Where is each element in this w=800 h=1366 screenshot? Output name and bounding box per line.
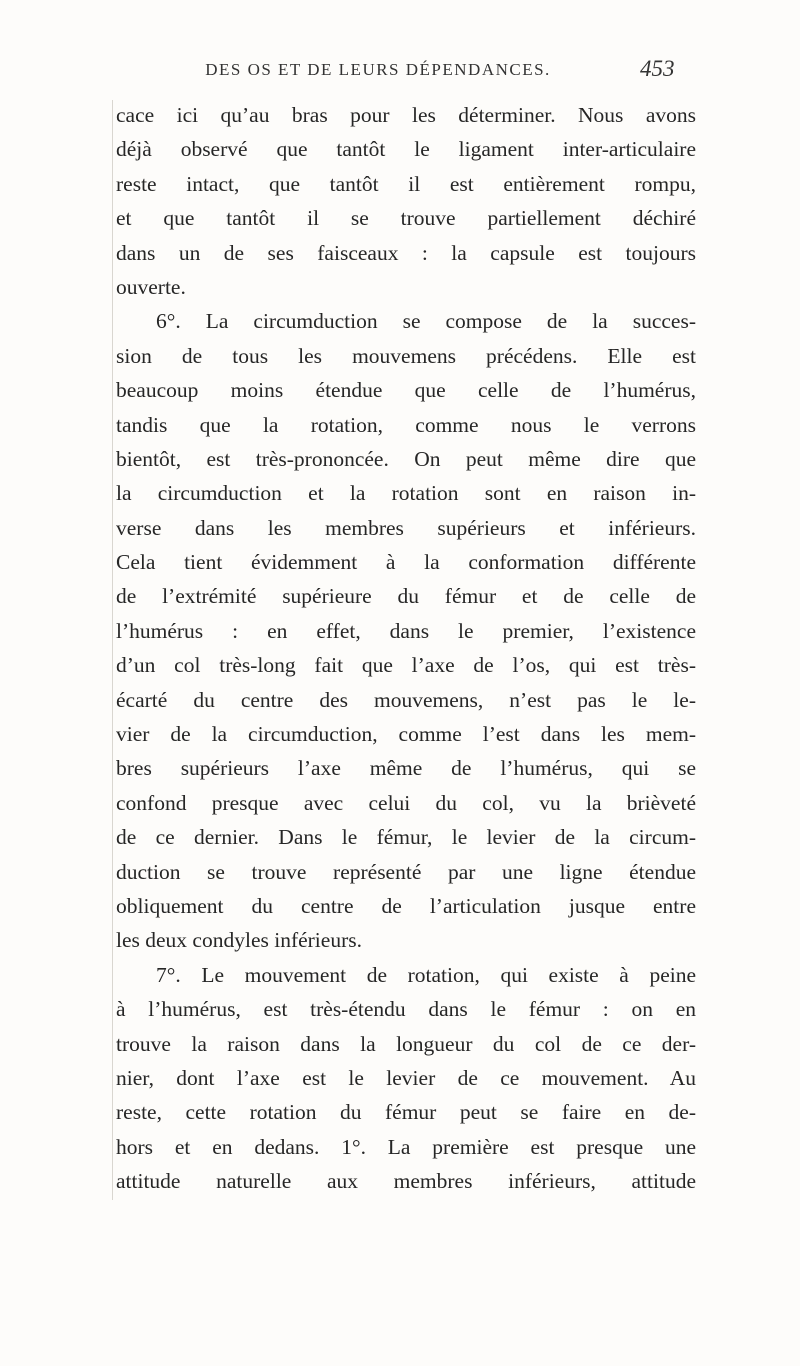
text-line: de l’extrémité supérieure du fémur et de celle de (116, 584, 696, 609)
text-line: confond presque avec celui du col, vu la brièveté (116, 790, 696, 815)
text-line: dans un de ses faisceaux : la capsule est toujours (116, 240, 696, 265)
text-line: hors et en dedans. 1°. La première est presque une (116, 1134, 696, 1159)
text-line: ouverte. (116, 274, 186, 299)
running-head: DES OS ET DE LEURS DÉPENDANCES. (205, 60, 551, 79)
text-line: reste intact, que tantôt il est entièrement rompu, (116, 171, 696, 196)
text-line: beaucoup moins étendue que celle de l’humérus, (116, 378, 696, 403)
text-line: obliquement du centre de l’articulation jusque entre (116, 893, 696, 918)
text-line: déjà observé que tantôt le ligament inter-articulaire (116, 137, 696, 162)
text-line: à l’humérus, est très-étendu dans le fémur : on en (116, 997, 696, 1022)
text-line: les deux condyles inférieurs. (116, 928, 362, 953)
text-line: et que tantôt il se trouve partiellement déchiré (116, 206, 696, 231)
text-line: bientôt, est très-prononcée. On peut même dire que (116, 446, 696, 471)
paragraph-start-line: 7°. Le mouvement de rotation, qui existe à peine (156, 962, 696, 987)
text-line: vier de la circumduction, comme l’est dans les mem- (116, 722, 696, 747)
text-line: écarté du centre des mouvemens, n’est pas le le- (116, 687, 696, 712)
text-line: trouve la raison dans la longueur du col de ce der- (116, 1031, 696, 1056)
paragraph-start-line: 6°. La circumduction se compose de la succes- (156, 309, 696, 334)
body-text (116, 98, 696, 1199)
text-line: duction se trouve représenté par une ligne étendue (116, 859, 696, 884)
text-line: bres supérieurs l’axe même de l’humérus, qui se (116, 756, 696, 781)
text-line: Cela tient évidemment à la conformation différente (116, 550, 696, 575)
text-line: d’un col très-long fait que l’axe de l’os, qui est très- (116, 653, 696, 678)
text-line: verse dans les membres supérieurs et inférieurs. (116, 515, 696, 540)
page-number: 453 (640, 56, 675, 81)
text-line: tandis que la rotation, comme nous le verrons (116, 412, 696, 437)
text-line: sion de tous les mouvemens précédens. Elle est (116, 343, 696, 368)
text-line: l’humérus : en effet, dans le premier, l’existence (116, 618, 696, 643)
page-margin-shadow (112, 100, 113, 1200)
text-line: de ce dernier. Dans le fémur, le levier de la circum- (116, 825, 696, 850)
text-line: reste, cette rotation du fémur peut se faire en de- (116, 1100, 696, 1125)
text-line: la circumduction et la rotation sont en raison in- (116, 481, 696, 506)
text-line: cace ici qu’au bras pour les déterminer. Nous avons (116, 103, 696, 127)
text-line: attitude naturelle aux membres inférieurs, attitude (116, 1169, 696, 1194)
text-line: nier, dont l’axe est le levier de ce mouvement. Au (116, 1065, 696, 1090)
